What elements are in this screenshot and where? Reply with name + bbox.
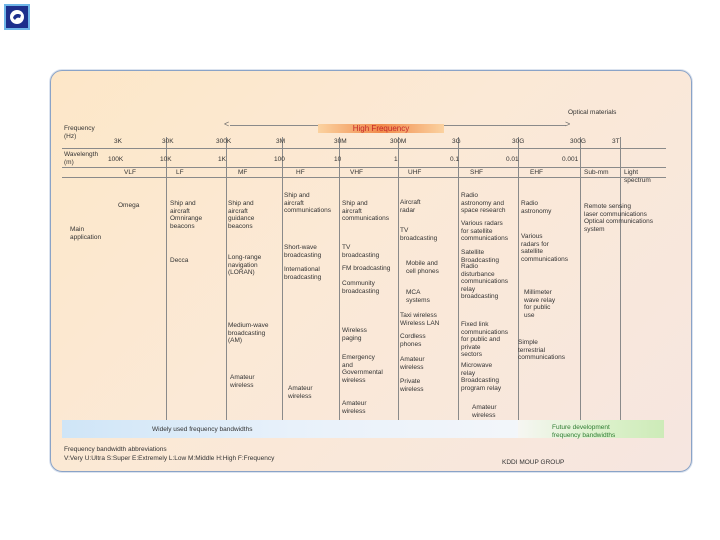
app-item: Taxi wireless Wireless LAN [400,312,440,327]
arrow-right-icon: > [565,119,571,129]
widely-used-bandwidth-bar [62,420,524,438]
app-item: Amateur wireless [400,356,425,371]
wavelength-axis-label: Wavelength (m) [64,151,99,166]
optical-materials-label: Optical materials [568,109,617,116]
app-item: Ship and aircraft communications [284,192,331,214]
band-label: VHF [350,169,363,176]
freq-tick: 300G [570,138,586,145]
app-item: Various radars for satellite communications [461,220,508,242]
band-label: Sub-mm [584,169,609,176]
source-credit: KDDI MOUP GROUP [502,459,565,466]
app-item: Emergency and Governmental wireless [342,354,383,384]
col-divider [580,137,581,420]
band-label: Light spectrum [624,169,651,184]
app-item: Short-wave broadcasting [284,244,322,259]
col-divider [398,137,399,420]
app-item: Radio astronomy and space research [461,192,506,214]
col-divider [458,137,459,420]
col-divider [282,137,283,420]
freq-row-divider [62,148,666,149]
freq-tick: 300M [390,138,407,145]
app-item: FM broadcasting [342,265,391,272]
app-item: Long-range navigation (LORAN) [228,254,262,276]
freq-tick: 30M [334,138,347,145]
col-divider [339,137,340,420]
app-item: Amateur wireless [342,400,367,415]
app-item: Amateur wireless [230,374,255,389]
band-label: HF [296,169,305,176]
app-item: Ship and aircraft communications [342,200,389,222]
freq-tick: 30G [512,138,525,145]
app-item: TV broadcasting [342,244,380,259]
arrow-left-icon: < [224,119,230,129]
app-item: Various radars for satellite communications [521,233,568,263]
app-item: Ship and aircraft Omnirange beacons [170,200,203,230]
logo [4,4,30,30]
wave-tick: 100K [108,156,124,163]
wave-tick: 1 [394,156,398,163]
high-frequency-banner: High Frequency [318,124,444,133]
app-item: Millimeter wave relay for public use [524,289,556,319]
app-item: Remote sensing laser communications Optical communications system [584,203,653,233]
freq-tick: 300K [216,138,232,145]
app-item: Private wireless [400,378,424,393]
band-label: MF [238,169,248,176]
freq-tick: 30K [162,138,174,145]
future-development-label: Future development frequency bandwidths [552,424,616,439]
band-label: SHF [470,169,483,176]
col-divider [620,137,621,420]
wave-tick: 1K [218,156,226,163]
wave-tick: 10 [334,156,342,163]
app-item: Radio disturbance communications relay broadcasting [461,263,508,300]
app-item: Amateur wireless [472,404,497,419]
app-item: Mobile and cell phones [406,260,439,275]
app-item: Ship and aircraft guidance beacons [228,200,255,230]
app-item: Satellite Broadcasting [461,249,499,264]
app-item: Medium-wave broadcasting (AM) [228,322,269,344]
app-item: Aircraft radar [400,199,421,214]
widely-used-label: Widely used frequency bandwidths [152,426,253,433]
abbreviation-title: Frequency bandwidth abbreviations [64,446,167,453]
app-item: Decca [170,257,189,264]
band-label: EHF [530,169,543,176]
freq-tick: 3T [612,138,620,145]
app-item: Community broadcasting [342,280,380,295]
abbreviation-text: V:Very U:Ultra S:Super E:Extremely L:Low M:Middle H:High F:Frequency [64,455,275,462]
main-application-label: Main application [70,226,102,241]
wave-tick: 100 [274,156,285,163]
wave-tick: 0.01 [506,156,519,163]
hf-bracket-left [230,125,318,126]
freq-tick: 3M [276,138,286,145]
app-item: Omega [118,202,140,209]
wave-tick: 0.001 [562,156,579,163]
col-divider [166,137,167,420]
freq-tick: 3G [452,138,461,145]
wave-tick: 0.1 [450,156,460,163]
app-item: Cordless phones [400,333,426,348]
freq-tick: 3K [114,138,122,145]
hf-bracket-right [444,125,566,126]
wave-tick: 10K [160,156,172,163]
col-divider [226,137,227,420]
app-item: Wireless paging [342,327,367,342]
app-item: International broadcasting [284,266,322,281]
app-item: MCA systems [406,289,430,304]
wave-row-divider [62,167,666,168]
app-item: Fixed link communications for public and private sectors [461,321,508,358]
frequency-axis-label: Frequency (Hz) [64,125,95,140]
band-label: LF [176,169,184,176]
app-item: Amateur wireless [288,385,313,400]
app-item: Simple terrestrial communications [518,339,565,361]
band-row-divider [62,177,666,178]
col-divider [518,137,519,420]
band-label: VLF [124,169,136,176]
band-label: UHF [408,169,422,176]
app-item: TV broadcasting [400,227,438,242]
globe-hand-icon [9,9,25,25]
app-item: Radio astronomy [521,200,552,215]
app-item: Microwave relay Broadcasting program relay [461,362,502,392]
